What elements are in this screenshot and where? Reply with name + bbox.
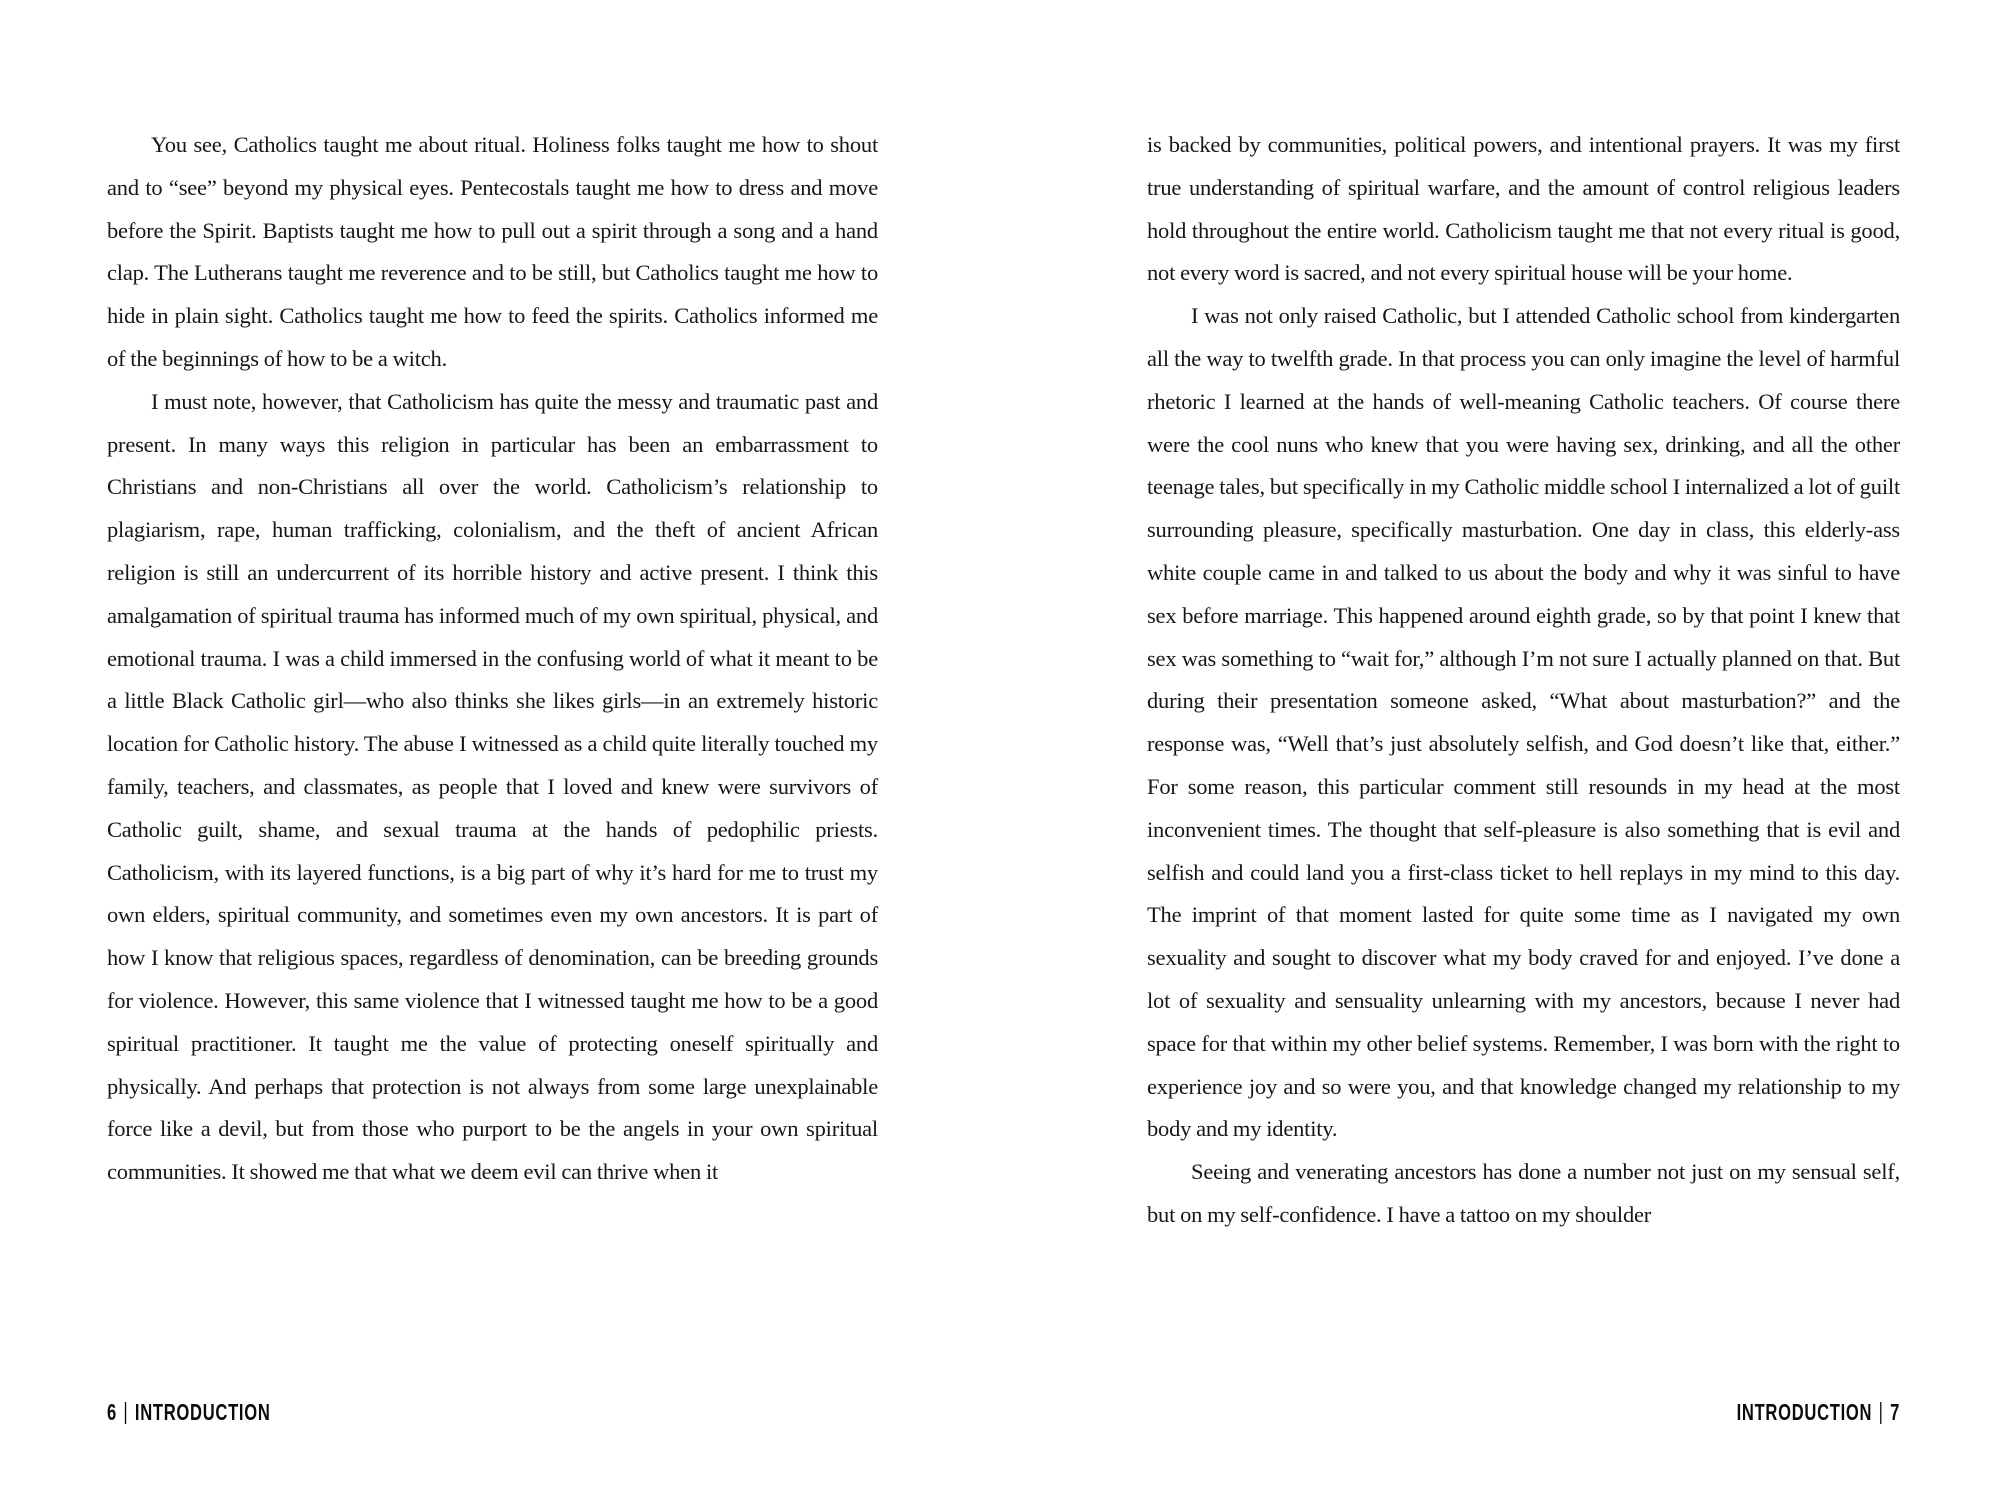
page-number: 6 (107, 1399, 117, 1425)
paragraph: I was not only raised Catholic, but I attended Catholic school from kindergarten all the way to twelfth grade. In that process you can only imagine the level of harmful rhetoric I learned at the hands of well-meaning Catholic teachers. Of course there were the cool nuns who knew that you were having sex, drinking, and all the other teenage tales, but specifically in my Catholic middle school I internalized a lot of guilt surrounding pleasure, specifically masturbation. One day in class, this elderly-ass white couple came in and talked to us about the body and why it was sinful to have sex before marriage. This happened around eighth grade, so by that point I knew that sex was something to “wait for,” although I’m not sure I actually planned on that. But during their presentation someone asked, “What about masturbation?” and the response was, “Well that’s just absolutely selfish, and God doesn’t like that, either.” For some reason, this particular comment still resounds in my head at the most inconvenient times. The thought that self-pleasure is also something that is evil and selfish and could land you a first-class ticket to hell replays in my mind to this day. The imprint of that moment lasted for quite some time as I navigated my own sexuality and sought to discover what my body craved for and enjoyed. I’ve done a lot of sexuality and sensuality unlearning with my ancestors, because I never had space for that within my other belief systems. Remember, I was born with the right to experience joy and so were you, and that knowledge changed my relationship to my body and my identity. (1147, 303, 1900, 1142)
page-left-text-block (107, 124, 878, 1194)
footer-separator: | (1878, 1398, 1884, 1424)
section-title: INTRODUCTION (134, 1399, 271, 1425)
paragraph: Seeing and venerating ancestors has done a number not just on my sensual self, but on my self-confidence. I have a tattoo on my shoulder (1147, 1159, 1900, 1227)
paragraph: You see, Catholics taught me about ritual. Holiness folks taught me how to shout and to “see” beyond my physical eyes. Pentecostals taught me how to dress and move before the Spirit. Baptists taught me how to pull out a spirit through a song and a hand clap. The Lutherans taught me reverence and to be still, but Catholics taught me how to hide in plain sight. Catholics taught me how to feed the spirits. Catholics informed me of the beginnings of how to be a witch. (107, 132, 878, 371)
footer-right (1736, 1399, 1900, 1426)
footer-separator: | (123, 1398, 129, 1424)
paragraph: is backed by communities, political powers, and intentional prayers. It was my first true understanding of spiritual warfare, and the amount of control religious leaders hold throughout the entire world. Catholicism taught me that not every ritual is good, not every word is sacred, and not every spiritual house will be your home. (1147, 132, 1900, 286)
section-title: INTRODUCTION (1736, 1399, 1873, 1425)
page-right (1000, 0, 2000, 1499)
page-number: 7 (1890, 1399, 1900, 1425)
footer-left (107, 1399, 271, 1426)
paragraph: I must note, however, that Catholicism has quite the messy and traumatic past and present. In many ways this religion in particular has been an embarrassment to Christians and non-Christians all over the world. Catholicism’s relationship to plagiarism, rape, human trafficking, colonialism, and the theft of ancient African religion is still an undercurrent of its horrible history and active present. I think this amalgamation of spiritual trauma has informed much of my own spiritual, physical, and emotional trauma. I was a child immersed in the confusing world of what it meant to be a little Black Catholic girl—who also thinks she likes girls—in an extremely historic location for Catholic history. The abuse I witnessed as a child quite literally touched my family, teachers, and classmates, as people that I loved and knew were survivors of Catholic guilt, shame, and sexual trauma at the hands of pedophilic priests. Catholicism, with its layered functions, is a big part of why it’s hard for me to trust my own elders, spiritual community, and sometimes even my own ancestors. It is part of how I know that religious spaces, regardless of denomination, can be breeding grounds for violence. However, this same violence that I witnessed taught me how to be a good spiritual practitioner. It taught me the value of protecting oneself spiritually and physically. And perhaps that protection is not always from some large unexplainable force like a devil, but from those who purport to be the angels in your own spiritual communities. It showed me that what we deem evil can thrive when it (107, 388, 878, 1185)
page-right-text-block (1147, 124, 1900, 1237)
